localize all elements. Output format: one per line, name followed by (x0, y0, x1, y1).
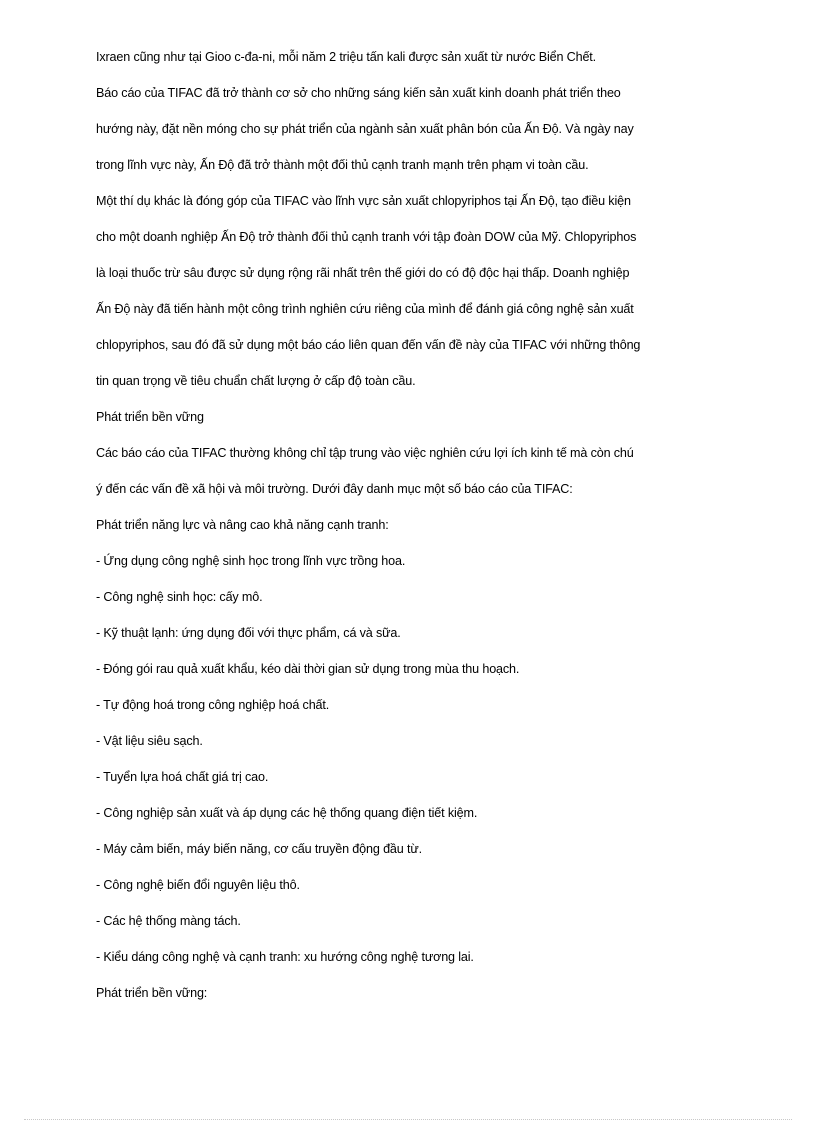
text-line: Ixraen cũng như tại Gioo c-đa-ni, mỗi năm 2 triệu tấn kali được sản xuất từ nước Biển Chết. (96, 50, 597, 64)
text-line: cho một doanh nghiệp Ấn Độ trở thành đối thủ cạnh tranh với tập đoàn DOW của Mỹ. Chlopyriphos (96, 230, 637, 244)
text-line: hướng này, đặt nền móng cho sự phát triển của ngành sản xuất phân bón của Ấn Độ. Và ngày nay (96, 122, 634, 136)
text-line: là loại thuốc trừ sâu được sử dụng rộng rãi nhất trên thế giới do có độ độc hại thấp. Doanh nghiệp (96, 266, 630, 280)
list-item: - Đóng gói rau quả xuất khẩu, kéo dài thời gian sử dụng trong mùa thu hoạch. (96, 662, 520, 676)
text-line: Ấn Độ này đã tiến hành một công trình nghiên cứu riêng của mình để đánh giá công nghệ sản xuất (96, 302, 634, 316)
list-item: - Công nghiệp sản xuất và áp dụng các hệ thống quang điện tiết kiệm. (96, 806, 478, 820)
body-text (96, 39, 708, 1011)
list-item: - Kiểu dáng công nghệ và cạnh tranh: xu hướng công nghệ tương lai. (96, 950, 474, 964)
text-line: Các báo cáo của TIFAC thường không chỉ tập trung vào việc nghiên cứu lợi ích kinh tế mà còn chú (96, 446, 634, 460)
list-item: - Máy cảm biến, máy biến năng, cơ cấu truyền động đầu từ. (96, 842, 422, 856)
list-heading: Phát triển năng lực và nâng cao khả năng cạnh tranh: (96, 518, 389, 532)
list-item: - Các hệ thống màng tách. (96, 914, 241, 928)
text-line: ý đến các vấn đề xã hội và môi trường. Dưới đây danh mục một số báo cáo của TIFAC: (96, 482, 573, 496)
list-heading: Phát triển bền vững: (96, 986, 208, 1000)
list-item: - Công nghệ sinh học: cấy mô. (96, 590, 263, 604)
list-item: - Tự động hoá trong công nghiệp hoá chất. (96, 698, 330, 712)
text-line: Một thí dụ khác là đóng góp của TIFAC vào lĩnh vực sản xuất chlopyriphos tại Ấn Độ, tạo điều kiện (96, 194, 631, 208)
text-line: chlopyriphos, sau đó đã sử dụng một báo cáo liên quan đến vấn đề này của TIFAC với những thông (96, 338, 641, 352)
list-item: - Vật liệu siêu sạch. (96, 734, 203, 748)
list-item: - Ứng dụng công nghệ sinh học trong lĩnh vực trồng hoa. (96, 554, 406, 568)
list-item: - Tuyển lựa hoá chất giá trị cao. (96, 770, 269, 784)
page-bottom-divider (24, 1119, 792, 1120)
text-line: tin quan trọng về tiêu chuẩn chất lượng ở cấp độ toàn cầu. (96, 374, 416, 388)
list-item: - Công nghệ biến đổi nguyên liệu thô. (96, 878, 300, 892)
text-line: trong lĩnh vực này, Ấn Độ đã trở thành một đối thủ cạnh tranh mạnh trên phạm vi toàn cầu. (96, 158, 589, 172)
list-item: - Kỹ thuật lạnh: ứng dụng đối với thực phẩm, cá và sữa. (96, 626, 401, 640)
text-line: Báo cáo của TIFAC đã trở thành cơ sở cho những sáng kiến sản xuất kinh doanh phát triển theo (96, 86, 621, 100)
section-heading: Phát triển bền vững (96, 410, 204, 424)
